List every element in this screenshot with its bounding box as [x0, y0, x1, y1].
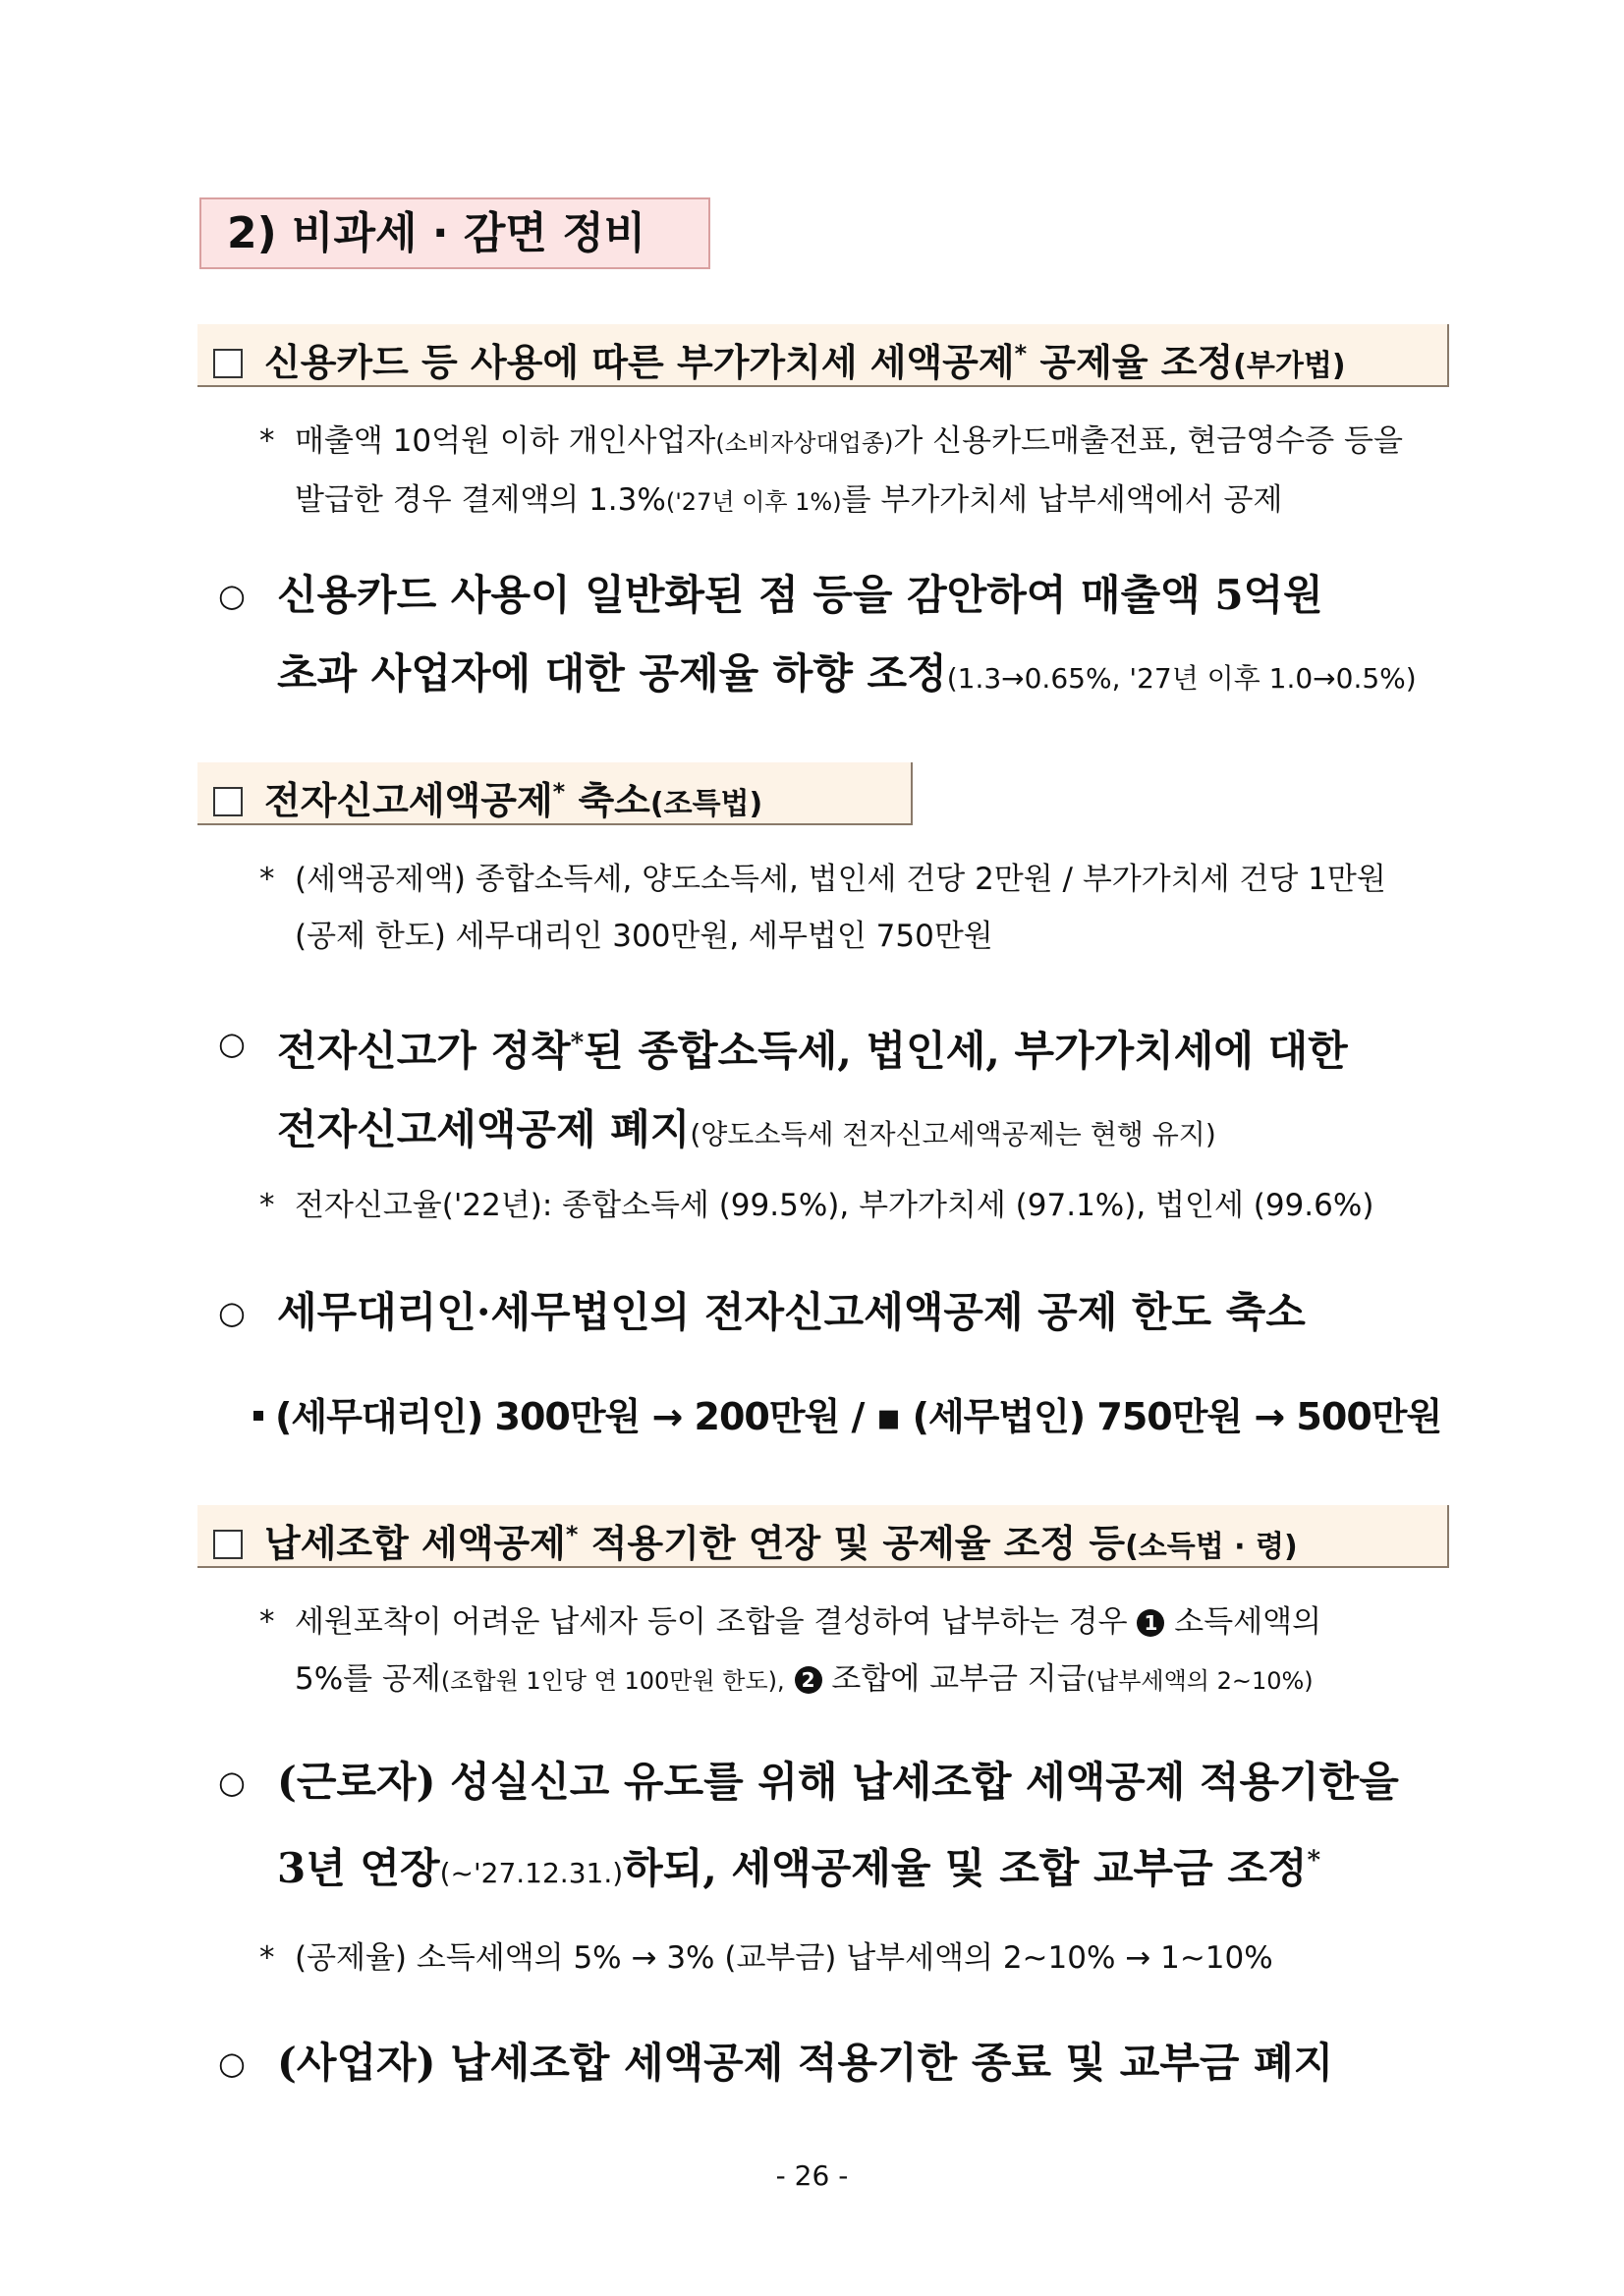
number-one-icon: 1 [1137, 1609, 1164, 1637]
circle-bullet-icon: ○ [218, 1764, 246, 1801]
number-two-icon: 2 [795, 1666, 822, 1694]
sub-item: (세무대리인) 300만원 → 200만원 / ▪ (세무법인) 750만원 → 500만원 [253, 1387, 1441, 1446]
circle-bullet-icon: ○ [218, 1025, 246, 1062]
bullet-item: ○ 세무대리인·세무법인의 전자신고세액공제 공제 한도 축소 [218, 1273, 1456, 1352]
bullet-item: ○ (사업자) 납세조합 세액공제 적용기한 종료 및 교부금 폐지 [218, 2024, 1456, 2102]
law-reference: (부가법) [1233, 349, 1346, 383]
section-header-text: 납세조합 세액공제 [264, 1522, 566, 1565]
bullet-item: ○ 전자신고가 정착*된 종합소득세, 법인세, 부가가치세에 대한 전자신고세액공제 폐지(양도소득세 전자신고세액공제는 현행 유지) [218, 1004, 1456, 1174]
law-reference: (소득법 · 령) [1125, 1530, 1298, 1564]
footnote: * 매출액 10억원 이하 개인사업자(소비자상대업종)가 신용카드매출전표, 현금영수증 등을 발급한 경우 결제액의 1.3%('27년 이후 1%)를 부가가치세 납부세액에서 공제 [259, 423, 1403, 518]
section-title [199, 197, 710, 269]
section-header-e-filing: 전자신고세액공제* 축소(조특법) [197, 762, 913, 825]
checkbox-icon [213, 1530, 243, 1559]
checkbox-icon [213, 787, 243, 816]
law-reference: (조특법) [649, 787, 763, 821]
square-bullet-icon [253, 1411, 263, 1421]
circle-bullet-icon: ○ [218, 1294, 246, 1331]
section-title-text: 2) 비과세 · 감면 정비 [227, 208, 646, 258]
section-header-text: 신용카드 등 사용에 따른 부가가치세 세액공제 [264, 341, 1015, 384]
page-number: - 26 - [775, 2159, 849, 2192]
footnote: * (공제율) 소득세액의 5% → 3% (교부금) 납부세액의 2~10% → 1~10% [259, 1940, 1273, 1976]
section-header-card-deduction: 신용카드 등 사용에 따른 부가가치세 세액공제* 공제율 조정(부가법) [197, 324, 1449, 387]
footnote: * 세원포착이 어려운 납세자 등이 조합을 결성하여 납부하는 경우 1 소득세액의 5%를 공제(조합원 1인당 연 100만원 한도), 2 조합에 교부금 지급(납부세액의 2~10%) [259, 1604, 1322, 1697]
circle-bullet-icon: ○ [218, 577, 246, 614]
section-header-text: 전자신고세액공제 [264, 779, 553, 822]
section-header-tax-association: 납세조합 세액공제* 적용기한 연장 및 공제율 조정 등(소득법 · 령) [197, 1505, 1449, 1568]
footnote: * (세액공제액) 종합소득세, 양도소득세, 법인세 건당 2만원 / 부가가치세 건당 1만원 (공제 한도) 세무대리인 300만원, 세무법인 750만원 [259, 862, 1386, 954]
checkbox-icon [213, 349, 243, 378]
circle-bullet-icon: ○ [218, 2044, 246, 2082]
bullet-item: ○ (근로자) 성실신고 유도를 위해 납세조합 세액공제 적용기한을 3년 연장(~'27.12.31.)하되, 세액공제율 및 조합 교부금 조정* [218, 1743, 1456, 1913]
bullet-item: ○ 신용카드 사용이 일반화된 점 등을 감안하여 매출액 5억원 초과 사업자에 대한 공제율 하향 조정(1.3→0.65%, '27년 이후 1.0→0.5%) [218, 556, 1456, 718]
footnote: * 전자신고율('22년): 종합소득세 (99.5%), 부가가치세 (97.1%), 법인세 (99.6%) [259, 1188, 1374, 1223]
